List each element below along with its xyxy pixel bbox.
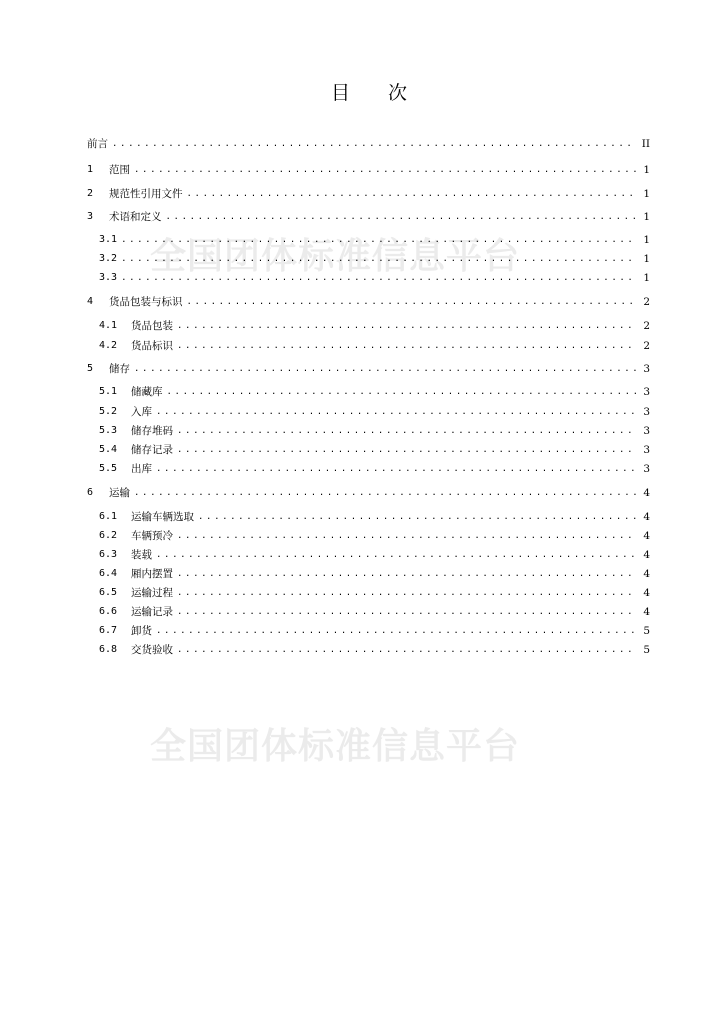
toc-entry-label: 货品包装与标识 — [109, 296, 183, 308]
toc-leader-dots — [167, 385, 637, 399]
toc-leader-dots — [177, 443, 636, 457]
toc-leader-dots — [177, 319, 636, 333]
toc-entry-page: 4 — [643, 511, 650, 523]
toc-entry-page: 5 — [643, 625, 650, 637]
toc-entry-number: 3 — [87, 211, 94, 222]
toc-entry[interactable] — [87, 210, 650, 224]
toc-entry[interactable] — [99, 624, 650, 638]
toc-leader-dots — [134, 486, 636, 500]
toc-entry[interactable] — [99, 605, 650, 619]
toc-entry-number: 6.2 — [99, 530, 118, 541]
toc-entry[interactable] — [99, 529, 650, 543]
toc-entry-number: 4.1 — [99, 320, 118, 331]
toc-leader-dots — [177, 424, 636, 438]
toc-entry-number: 6.8 — [99, 644, 118, 655]
toc-leader-dots — [166, 210, 637, 224]
toc-entry[interactable] — [99, 339, 650, 353]
toc-entry-page: 1 — [643, 188, 650, 200]
toc-leader-dots — [177, 605, 636, 619]
toc-entry[interactable] — [99, 548, 650, 562]
toc-entry-number: 6 — [87, 487, 94, 498]
toc-entry-page: II — [641, 138, 650, 150]
toc-leader-dots — [177, 643, 636, 657]
toc-entry[interactable] — [99, 319, 650, 333]
toc-entry-page: 3 — [643, 463, 650, 475]
toc-entry-page: 5 — [643, 644, 650, 656]
toc-leader-dots — [134, 163, 636, 177]
toc-entry-page: 4 — [643, 549, 650, 561]
toc-entry-page: 1 — [643, 253, 650, 265]
toc-entry[interactable] — [99, 233, 650, 247]
toc-entry-label: 卸货 — [131, 625, 152, 637]
toc-leader-dots — [134, 362, 636, 376]
toc-entry-label: 储存堆码 — [131, 425, 173, 437]
toc-entry-label: 储藏库 — [131, 386, 163, 398]
toc-entry-number: 1 — [87, 164, 94, 175]
toc-entry-page: 2 — [643, 296, 650, 308]
toc-entry-page: 3 — [643, 386, 650, 398]
toc-leader-dots — [177, 529, 636, 543]
toc-entry-number: 5.1 — [99, 386, 118, 397]
toc-leader-dots — [121, 252, 636, 266]
toc-entry[interactable] — [87, 362, 650, 376]
toc-entry-page: 1 — [643, 272, 650, 284]
toc-entry[interactable] — [99, 424, 650, 438]
toc-leader-dots — [121, 233, 636, 247]
toc-entry-label: 装载 — [131, 549, 152, 561]
toc-entry-page: 3 — [643, 425, 650, 437]
toc-entry-page: 4 — [643, 487, 650, 499]
toc-entry[interactable] — [99, 462, 650, 476]
toc-entry[interactable] — [99, 567, 650, 581]
toc-entry-number: 2 — [87, 188, 94, 199]
toc-entry-label: 储存记录 — [131, 444, 173, 456]
toc-leader-dots — [156, 548, 636, 562]
toc-entry-label: 前言 — [87, 138, 108, 150]
toc-entry-page: 2 — [643, 340, 650, 352]
toc-entry-page: 4 — [643, 606, 650, 618]
toc-entry[interactable] — [99, 643, 650, 657]
toc-entry-number: 5.5 — [99, 463, 118, 474]
toc-entry[interactable] — [99, 405, 650, 419]
toc-entry-number: 4 — [87, 296, 94, 307]
toc-leader-dots — [187, 187, 637, 201]
toc-entry-label: 交货验收 — [131, 644, 173, 656]
toc-entry-number: 4.2 — [99, 340, 118, 351]
toc-entry[interactable] — [87, 187, 650, 201]
toc-leader-dots — [121, 271, 636, 285]
toc-leader-dots — [177, 339, 636, 353]
toc-entry-page: 4 — [643, 568, 650, 580]
toc-entry-label: 运输车辆选取 — [131, 511, 194, 523]
toc-leader-dots — [156, 405, 636, 419]
toc-leader-dots — [112, 137, 636, 151]
toc-entry-number: 6.3 — [99, 549, 118, 560]
toc-entry-page: 4 — [643, 530, 650, 542]
toc-entry-label: 运输记录 — [131, 606, 173, 618]
toc-leader-dots — [187, 295, 637, 309]
toc-leader-dots — [156, 462, 636, 476]
toc-title-char-2: 次 — [388, 82, 408, 104]
toc-entry[interactable] — [99, 586, 650, 600]
toc-entry-page: 1 — [643, 211, 650, 223]
toc-entry-label: 运输 — [109, 487, 130, 499]
toc-entry-page: 2 — [643, 320, 650, 332]
toc-entry-number: 5.4 — [99, 444, 118, 455]
toc-entry-page: 1 — [643, 164, 650, 176]
toc-entry-label: 出库 — [131, 463, 152, 475]
toc-entry[interactable] — [99, 385, 650, 399]
toc-entry-label: 货品包装 — [131, 320, 173, 332]
toc-entry-page: 1 — [643, 234, 650, 246]
toc-entry[interactable] — [87, 137, 650, 151]
toc-entry-number: 6.7 — [99, 625, 118, 636]
toc-entry-number: 3.3 — [99, 272, 118, 283]
toc-leader-dots — [198, 510, 636, 524]
toc-entry-page: 3 — [643, 406, 650, 418]
toc-entry-label: 厢内摆置 — [131, 568, 173, 580]
toc-entry-number: 3.1 — [99, 234, 118, 245]
toc-entry-number: 5.2 — [99, 406, 118, 417]
toc-entry-label: 货品标识 — [131, 340, 173, 352]
toc-leader-dots — [156, 624, 636, 638]
toc-entry-number: 6.4 — [99, 568, 118, 579]
toc-leader-dots — [177, 567, 636, 581]
watermark: 全国团体标准信息平台 — [150, 236, 521, 277]
toc-entry-label: 储存 — [109, 363, 130, 375]
toc-entry-number: 5.3 — [99, 425, 118, 436]
toc-entry[interactable] — [99, 252, 650, 266]
toc-entry-label: 车辆预冷 — [131, 530, 173, 542]
toc-title-char-1: 目 — [331, 82, 351, 104]
toc-entry[interactable] — [87, 295, 650, 309]
toc-entry-label: 术语和定义 — [109, 211, 162, 223]
toc-entry-label: 范围 — [109, 164, 130, 176]
toc-leader-dots — [177, 586, 636, 600]
watermark: 全国团体标准信息平台 — [150, 726, 521, 767]
toc-entry-number: 5 — [87, 363, 94, 374]
toc-entry[interactable] — [87, 163, 650, 177]
toc-entry-label: 入库 — [131, 406, 152, 418]
toc-entry-page: 3 — [643, 444, 650, 456]
toc-entry[interactable] — [87, 486, 650, 500]
toc-entry-number: 3.2 — [99, 253, 118, 264]
toc-entry-number: 6.1 — [99, 511, 118, 522]
toc-entry-label: 运输过程 — [131, 587, 173, 599]
toc-entry-number: 6.5 — [99, 587, 118, 598]
toc-entry[interactable] — [99, 443, 650, 457]
toc-entry-label: 规范性引用文件 — [109, 188, 183, 200]
toc-entry-number: 6.6 — [99, 606, 118, 617]
toc-entry-page: 3 — [643, 363, 650, 375]
toc-entry-page: 4 — [643, 587, 650, 599]
toc-entry[interactable] — [99, 271, 650, 285]
toc-entry[interactable] — [99, 510, 650, 524]
